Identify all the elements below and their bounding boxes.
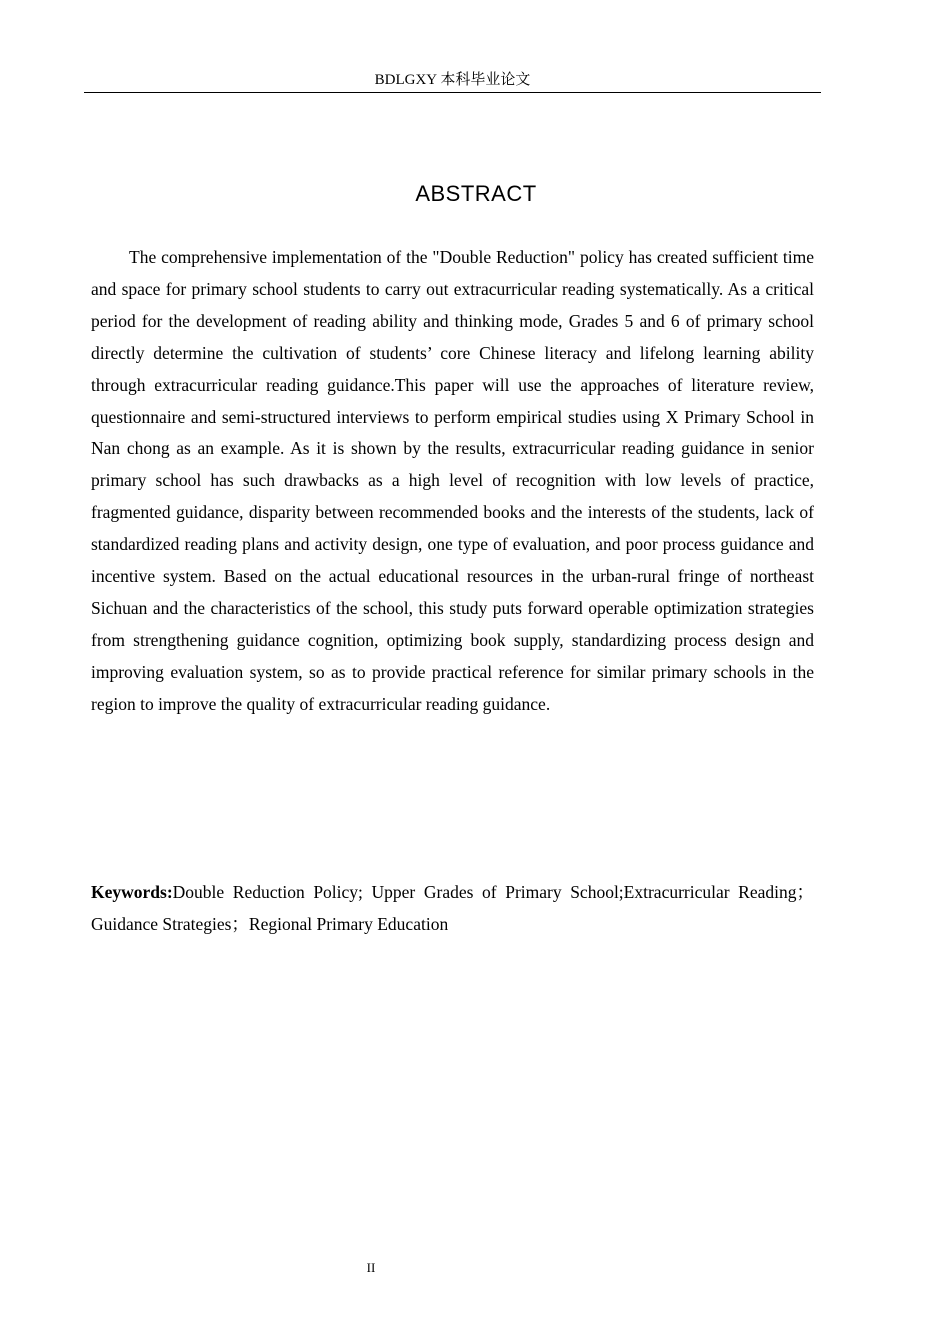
abstract-title: ABSTRACT: [415, 181, 537, 206]
header-text: BDLGXY 本科毕业论文: [374, 72, 531, 88]
page-header: [84, 70, 821, 93]
keywords-paragraph: [91, 877, 814, 941]
keywords-label: Keywords:: [91, 882, 173, 902]
abstract-body: The comprehensive implementation of the "Double Reduction" policy has created sufficient time and space for primary school students to carry out extracurricular reading systematically. As a critical period for the development of reading ability and thinking mode, Grades 5 and 6 of primary school directly determine the cultivation of students’ core Chinese literacy and lifelong learning ability through extracurricular reading guidance.This paper will use the approaches of literature review, questionnaire and semi-structured interviews to perform empirical studies using X Primary School in Nan chong as an example. As it is shown by the results, extracurricular reading guidance in senior primary school has such drawbacks as a high level of recognition with low levels of practice, fragmented guidance, disparity between recommended books and the interests of the students, lack of standardized reading plans and activity design, one type of evaluation, and poor process guidance and incentive system. Based on the actual educational resources in the urban-rural fringe of northeast Sichuan and the characteristics of the school, this study puts forward operable optimization strategies from strengthening guidance cognition, optimizing book supply, standardizing process design and improving evaluation system, so as to provide practical reference for similar primary schools in the region to improve the quality of extracurricular reading guidance.: [91, 247, 814, 714]
page-number: II: [366, 1260, 376, 1275]
keywords-text: Double Reduction Policy; Upper Grades of Primary School;Extracurricular Reading；Guidance Strategies；Regional Primary Education: [91, 882, 814, 934]
